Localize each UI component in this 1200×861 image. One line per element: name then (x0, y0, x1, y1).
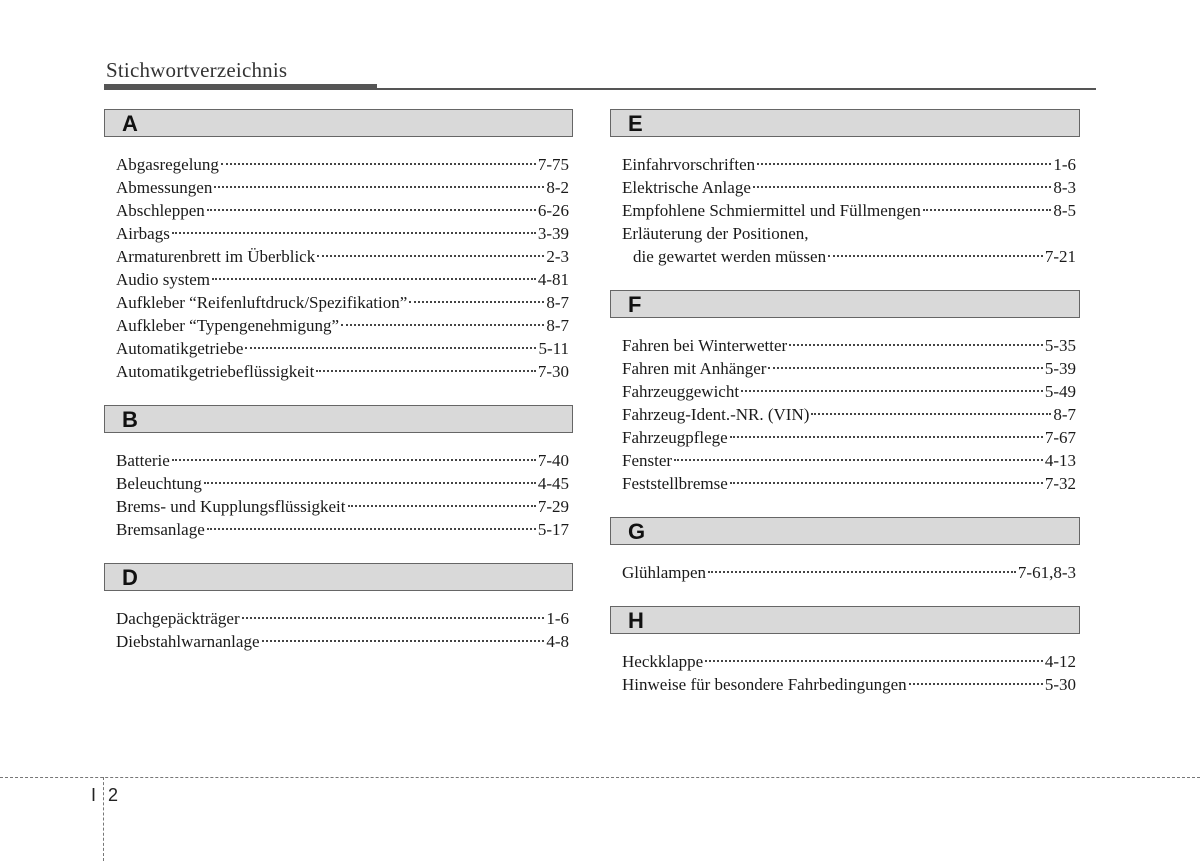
entry-page-ref: 8-2 (546, 178, 569, 197)
dot-leader (730, 482, 1043, 484)
entry-page-ref: 4-45 (537, 474, 569, 493)
index-section (610, 606, 1080, 704)
entry-list (610, 137, 1080, 276)
index-entry (116, 607, 569, 630)
dot-leader (221, 163, 536, 165)
index-section (104, 563, 573, 661)
index-entry (116, 630, 569, 653)
dot-leader (262, 640, 545, 642)
index-entry (622, 199, 1076, 222)
title-underline-thick (104, 84, 377, 90)
section-header (104, 563, 573, 591)
dot-leader (768, 367, 1042, 369)
entry-term: Dachgepäckträger (116, 609, 240, 628)
section-header (104, 405, 573, 433)
index-entry (116, 176, 569, 199)
dot-leader (409, 301, 544, 303)
dot-leader (789, 344, 1043, 346)
index-entry (622, 380, 1076, 403)
index-section (610, 290, 1080, 503)
index-entry (116, 518, 569, 541)
section-letter: D (122, 565, 138, 590)
entry-term: Abgasregelung (116, 155, 219, 174)
index-entry (622, 449, 1076, 472)
entry-page-ref: 4-13 (1044, 451, 1076, 470)
entry-term: die gewartet werden müssen (633, 247, 827, 266)
entry-term: Audio system (116, 270, 210, 289)
entry-page-ref: 7-21 (1044, 247, 1076, 266)
index-entry (116, 153, 569, 176)
dot-leader (316, 370, 536, 372)
entry-term: Automatikgetriebe (116, 339, 244, 358)
entry-term: Erläuterung der Positionen, (622, 224, 809, 243)
section-header (610, 290, 1080, 318)
entry-term: Aufkleber “Reifenluftdruck/Spezifikation” (116, 293, 408, 312)
index-entry (622, 357, 1076, 380)
index-entry (622, 472, 1076, 495)
footer-divider (0, 777, 1200, 778)
entry-page-ref: 3-39 (537, 224, 569, 243)
dot-leader (207, 528, 536, 530)
entry-term: Fahrzeuggewicht (622, 382, 740, 401)
dot-leader (730, 436, 1043, 438)
dot-leader (214, 186, 544, 188)
index-entry (116, 222, 569, 245)
entry-term: Aufkleber “Typengenehmigung” (116, 316, 340, 335)
index-entry (116, 291, 569, 314)
index-entry (116, 245, 569, 268)
index-section (104, 405, 573, 549)
section-header (610, 606, 1080, 634)
index-entry (622, 561, 1076, 584)
entry-term: Heckklappe (622, 652, 704, 671)
index-column-right (610, 109, 1080, 718)
dot-leader (242, 617, 545, 619)
section-header (610, 109, 1080, 137)
section-letter: A (122, 111, 138, 136)
dot-leader (705, 660, 1043, 662)
section-letter: E (628, 111, 643, 136)
section-header (104, 109, 573, 137)
entry-page-ref: 8-3 (1053, 178, 1076, 197)
dot-leader (811, 413, 1051, 415)
entry-page-ref: 7-32 (1044, 474, 1076, 493)
entry-term: Armaturenbrett im Überblick (116, 247, 316, 266)
index-section (104, 109, 573, 391)
dot-leader (245, 347, 536, 349)
index-entry (622, 176, 1076, 199)
entry-term: Diebstahlwarnanlage (116, 632, 260, 651)
index-entry (622, 153, 1076, 176)
index-section (610, 109, 1080, 276)
entry-page-ref: 5-35 (1044, 336, 1076, 355)
index-entry (116, 199, 569, 222)
entry-list (610, 318, 1080, 503)
entry-term: Automatikgetriebeflüssigkeit (116, 362, 315, 381)
footer-vertical-divider (103, 777, 104, 861)
entry-page-ref: 8-7 (546, 293, 569, 312)
index-entry (116, 314, 569, 337)
entry-page-ref: 7-29 (537, 497, 569, 516)
entry-page-ref: 8-7 (546, 316, 569, 335)
dot-leader (348, 505, 536, 507)
index-section (610, 517, 1080, 592)
entry-term: Fahren bei Winterwetter (622, 336, 788, 355)
entry-page-ref: 7-67 (1044, 428, 1076, 447)
entry-term: Fahrzeug-Ident.-NR. (VIN) (622, 405, 810, 424)
dot-leader (741, 390, 1043, 392)
entry-list (610, 545, 1080, 592)
entry-page-ref: 7-40 (537, 451, 569, 470)
entry-page-ref: 5-17 (537, 520, 569, 539)
section-letter: B (122, 407, 138, 432)
entry-page-ref: 8-7 (1053, 405, 1076, 424)
index-entry (116, 449, 569, 472)
dot-leader (923, 209, 1051, 211)
index-entry (622, 334, 1076, 357)
entry-term: Feststellbremse (622, 474, 728, 493)
entry-page-ref: 8-5 (1053, 201, 1076, 220)
index-entry (116, 268, 569, 291)
dot-leader (909, 683, 1043, 685)
dot-leader (708, 571, 1016, 573)
index-entry (622, 673, 1076, 696)
entry-term: Beleuchtung (116, 474, 202, 493)
dot-leader (212, 278, 536, 280)
dot-leader (341, 324, 544, 326)
entry-page-ref: 5-11 (538, 339, 569, 358)
index-entry (622, 426, 1076, 449)
entry-term: Fenster (622, 451, 673, 470)
entry-term: Abschleppen (116, 201, 205, 220)
dot-leader (674, 459, 1043, 461)
entry-page-ref: 7-61,8-3 (1017, 563, 1076, 582)
dot-leader (757, 163, 1051, 165)
dot-leader (172, 459, 536, 461)
entry-page-ref: 4-8 (546, 632, 569, 651)
page-title: Stichwortverzeichnis (106, 58, 288, 82)
entry-term: Fahrzeugpflege (622, 428, 728, 447)
section-letter: F (628, 292, 642, 317)
entry-term: Brems- und Kupplungsflüssigkeit (116, 497, 346, 516)
entry-list (104, 137, 573, 391)
section-letter: G (628, 519, 646, 544)
entry-page-ref: 6-26 (537, 201, 569, 220)
entry-list (104, 591, 573, 661)
entry-page-ref: 7-30 (537, 362, 569, 381)
entry-term: Abmessungen (116, 178, 213, 197)
entry-list (610, 634, 1080, 704)
entry-term: Elektrische Anlage (622, 178, 751, 197)
index-entry (622, 245, 1076, 268)
index-entry (622, 403, 1076, 426)
entry-page-ref: 5-30 (1044, 675, 1076, 694)
title-underline-thin (377, 88, 1096, 90)
dot-leader (172, 232, 536, 234)
footer-page-number: 2 (108, 785, 119, 805)
index-entry (622, 650, 1076, 673)
entry-page-ref: 1-6 (1053, 155, 1076, 174)
entry-page-ref: 4-81 (537, 270, 569, 289)
entry-list (104, 433, 573, 549)
entry-term: Hinweise für besondere Fahrbedingungen (622, 675, 907, 694)
dot-leader (828, 255, 1043, 257)
entry-page-ref: 7-75 (537, 155, 569, 174)
entry-page-ref: 1-6 (546, 609, 569, 628)
dot-leader (317, 255, 544, 257)
entry-term: Fahren mit Anhänger (622, 359, 767, 378)
entry-term: Bremsanlage (116, 520, 205, 539)
index-entry (116, 360, 569, 383)
entry-page-ref: 5-49 (1044, 382, 1076, 401)
section-header (610, 517, 1080, 545)
index-entry (622, 222, 1076, 245)
footer-section-label: I (91, 785, 97, 805)
entry-term: Batterie (116, 451, 170, 470)
dot-leader (207, 209, 536, 211)
index-entry (116, 337, 569, 360)
section-letter: H (628, 608, 644, 633)
dot-leader (204, 482, 536, 484)
entry-page-ref: 5-39 (1044, 359, 1076, 378)
index-entry (116, 495, 569, 518)
index-column-left (104, 109, 573, 675)
dot-leader (753, 186, 1051, 188)
entry-term: Airbags (116, 224, 170, 243)
entry-term: Glühlampen (622, 563, 707, 582)
entry-term: Einfahrvorschriften (622, 155, 756, 174)
entry-page-ref: 4-12 (1044, 652, 1076, 671)
entry-page-ref: 2-3 (546, 247, 569, 266)
index-entry (116, 472, 569, 495)
entry-term: Empfohlene Schmiermittel und Füllmengen (622, 201, 921, 220)
